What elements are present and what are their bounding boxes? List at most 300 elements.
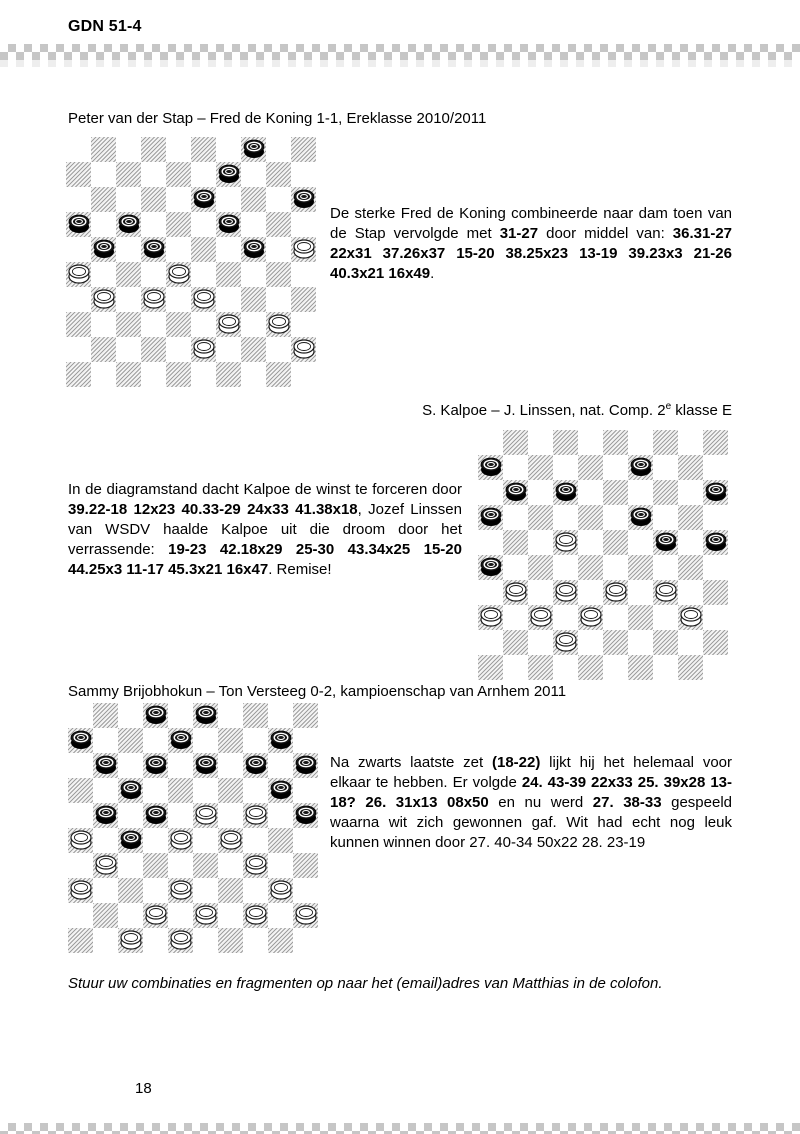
board-square-light [628,430,653,455]
text-run: , Jozef Linssen van WSDV haalde Kalpoe uit die droom door het verrassende: [68,501,462,558]
white-man-piece [70,880,92,900]
board-square-dark [191,237,216,262]
game-commentary-stap-koning [330,204,732,284]
board-square-light [243,828,268,853]
board-square-light [653,505,678,530]
board-square-light [703,655,728,680]
board-square-dark [118,778,143,803]
board-square-light [118,753,143,778]
board-square-dark [218,778,243,803]
board-square-dark [628,655,653,680]
white-man-piece [143,289,165,309]
board-square-dark [116,162,141,187]
board-square-dark [241,237,266,262]
board-square-dark [603,580,628,605]
page-number: 18 [135,1080,152,1097]
black-man-piece [630,507,652,527]
board-square-dark [578,655,603,680]
board-square-dark [578,555,603,580]
board-square-light [143,728,168,753]
board-square-dark [141,287,166,312]
board-square-light [268,903,293,928]
black-man-piece [480,557,502,577]
black-man-piece [195,705,217,725]
board-square-dark [218,828,243,853]
board-square-light [603,505,628,530]
board-square-dark [553,430,578,455]
black-man-piece [243,239,265,259]
board-square-dark [91,137,116,162]
board-square-light [628,480,653,505]
board-square-light [191,312,216,337]
text-run: De sterke Fred de Koning combineerde naar dam toen van de Stap vervolgde met [330,205,732,242]
board-square-light [166,187,191,212]
board-square-dark [628,605,653,630]
board-square-light [241,162,266,187]
board-square-light [703,455,728,480]
white-man-piece [680,607,702,627]
board-square-light [166,287,191,312]
top-checker-border [0,44,800,60]
board-square-dark [243,853,268,878]
white-man-piece [655,582,677,602]
board-square-dark [653,580,678,605]
board-square-dark [68,728,93,753]
board-square-dark [141,187,166,212]
board-square-light [266,287,291,312]
board-square-light [193,728,218,753]
board-square-light [243,928,268,953]
text-run: S. Kalpoe – J. Linssen, nat. Comp. 2 [422,402,666,419]
white-man-piece [555,532,577,552]
board-square-dark [218,928,243,953]
white-man-piece [270,880,292,900]
board-square-light [191,162,216,187]
board-square-light [293,928,318,953]
board-square-dark [193,903,218,928]
board-square-light [268,853,293,878]
board-square-dark [241,337,266,362]
board-square-light [91,262,116,287]
board-square-light [193,928,218,953]
board-square-dark [293,853,318,878]
white-man-piece [605,582,627,602]
board-square-light [216,287,241,312]
board-square-dark [268,728,293,753]
black-man-piece [555,482,577,502]
white-man-piece [505,582,527,602]
board-square-dark [268,878,293,903]
board-square-dark [628,555,653,580]
board-square-light [266,237,291,262]
board-square-dark [193,753,218,778]
board-square-light [143,878,168,903]
white-man-piece [70,830,92,850]
bottom-checker-border [0,1123,800,1134]
page-header-title: GDN 51-4 [68,18,142,35]
board-square-dark [503,430,528,455]
board-square-dark [193,803,218,828]
board-square-light [293,778,318,803]
white-man-piece [95,855,117,875]
text-run: In de diagramstand dacht Kalpoe de winst te forceren door [68,481,462,498]
board-square-dark [116,212,141,237]
board-square-dark [93,853,118,878]
board-square-light [503,505,528,530]
board-square-light [291,362,316,387]
board-square-light [528,430,553,455]
black-man-piece [95,805,117,825]
white-man-piece [480,607,502,627]
black-man-piece [270,730,292,750]
text-run: door middel van: [538,225,673,242]
board-square-dark [266,312,291,337]
board-square-dark [266,262,291,287]
board-square-light [243,728,268,753]
board-square-light [291,262,316,287]
board-square-dark [66,362,91,387]
board-square-dark [241,287,266,312]
game-commentary-kalpoe-linssen [68,480,462,580]
board-square-dark [191,187,216,212]
board-square-light [118,903,143,928]
board-square-light [168,853,193,878]
board-square-light [291,312,316,337]
board-square-light [678,430,703,455]
black-man-piece [480,507,502,527]
board-square-dark [703,530,728,555]
board-square-light [578,630,603,655]
board-square-light [293,878,318,903]
board-square-light [678,630,703,655]
board-square-light [578,430,603,455]
board-square-light [553,605,578,630]
board-square-dark [268,828,293,853]
board-square-dark [93,753,118,778]
board-square-dark [553,480,578,505]
board-square-light [503,605,528,630]
board-square-dark [478,655,503,680]
board-square-light [116,337,141,362]
board-square-dark [243,903,268,928]
board-square-dark [143,703,168,728]
board-square-dark [578,605,603,630]
board-square-light [93,728,118,753]
board-square-light [68,903,93,928]
board-square-light [91,162,116,187]
board-square-dark [628,505,653,530]
board-square-dark [68,878,93,903]
black-man-piece [193,189,215,209]
black-man-piece [630,457,652,477]
board-square-dark [678,455,703,480]
white-man-piece [555,632,577,652]
board-square-dark [678,505,703,530]
board-square-dark [603,630,628,655]
board-square-dark [678,605,703,630]
board-square-light [266,137,291,162]
board-square-dark [293,803,318,828]
board-square-light [191,362,216,387]
board-square-dark [528,455,553,480]
board-square-dark [143,903,168,928]
board-square-dark [478,555,503,580]
white-man-piece [68,264,90,284]
white-man-piece [245,855,267,875]
board-square-light [553,655,578,680]
board-square-light [478,530,503,555]
white-man-piece [193,339,215,359]
board-square-dark [116,312,141,337]
board-square-dark [603,530,628,555]
board-square-dark [243,703,268,728]
white-man-piece [555,582,577,602]
white-man-piece [530,607,552,627]
board-square-light [266,337,291,362]
board-square-dark [91,287,116,312]
board-square-dark [241,187,266,212]
board-square-dark [503,480,528,505]
board-square-light [241,312,266,337]
board-square-dark [118,878,143,903]
board-square-dark [553,630,578,655]
board-square-light [628,630,653,655]
board-square-dark [218,878,243,903]
text-run: . [430,265,435,282]
white-man-piece [580,607,602,627]
section-title-brijobhokun-versteeg [68,682,732,701]
board-square-light [293,728,318,753]
board-square-dark [478,505,503,530]
board-square-dark [141,337,166,362]
board-square-light [578,580,603,605]
black-man-piece [705,532,727,552]
board-square-light [191,212,216,237]
board-square-light [191,262,216,287]
board-square-light [553,505,578,530]
board-square-light [141,312,166,337]
board-square-light [66,287,91,312]
board-square-light [216,187,241,212]
board-square-light [628,580,653,605]
board-square-light [478,430,503,455]
board-square-dark [293,903,318,928]
board-square-light [93,828,118,853]
bold-move-notation: 39.22-18 12x23 40.33-29 24x33 41.38x18 [68,501,358,518]
board-square-light [166,337,191,362]
board-square-dark [653,630,678,655]
board-square-light [68,753,93,778]
black-man-piece [705,482,727,502]
board-square-light [578,530,603,555]
board-square-dark [143,753,168,778]
board-square-light [193,828,218,853]
board-square-dark [291,287,316,312]
board-square-light [528,580,553,605]
board-square-light [193,878,218,903]
board-square-light [218,853,243,878]
board-square-light [243,778,268,803]
board-square-light [241,262,266,287]
board-square-dark [193,853,218,878]
black-man-piece [218,164,240,184]
white-man-piece [293,339,315,359]
board-square-dark [528,555,553,580]
board-square-dark [703,580,728,605]
board-square-dark [66,162,91,187]
board-square-dark [293,753,318,778]
board-square-light [93,878,118,903]
board-square-dark [703,630,728,655]
board-square-light [216,137,241,162]
board-square-light [141,262,166,287]
board-square-light [268,803,293,828]
board-square-dark [168,878,193,903]
black-man-piece [145,805,167,825]
board-square-dark [528,655,553,680]
black-man-piece [120,830,142,850]
board-square-dark [578,455,603,480]
board-square-light [66,337,91,362]
board-square-light [66,187,91,212]
board-square-dark [266,162,291,187]
board-square-dark [243,803,268,828]
board-square-light [553,455,578,480]
board-square-light [118,853,143,878]
black-man-piece [95,755,117,775]
board-square-light [503,555,528,580]
board-square-dark [478,455,503,480]
board-square-light [241,212,266,237]
black-man-piece [68,214,90,234]
board-square-light [143,828,168,853]
board-square-light [216,237,241,262]
black-man-piece [293,189,315,209]
bold-move-notation: 19-23 42.18x29 25-30 43.34x25 15-20 44.25x3 11-17 45.3x21 16x47 [68,541,462,578]
board-square-dark [116,262,141,287]
board-square-dark [528,605,553,630]
board-square-dark [93,903,118,928]
board-square-dark [191,137,216,162]
board-square-dark [191,287,216,312]
board-square-dark [168,728,193,753]
board-square-dark [553,530,578,555]
board-square-light [653,455,678,480]
board-square-light [91,212,116,237]
board-square-dark [653,480,678,505]
black-man-piece [195,755,217,775]
black-man-piece [505,482,527,502]
board-square-dark [703,480,728,505]
board-square-dark [166,162,191,187]
board-square-light [293,828,318,853]
draughts-board-stap-koning [66,137,316,387]
board-square-dark [703,430,728,455]
board-square-light [68,803,93,828]
board-square-light [243,878,268,903]
black-man-piece [480,457,502,477]
board-square-light [141,212,166,237]
board-square-dark [553,580,578,605]
board-square-light [528,530,553,555]
top-checker-border-faint [0,60,800,67]
board-square-dark [603,430,628,455]
board-square-dark [291,237,316,262]
board-square-dark [191,337,216,362]
board-square-dark [291,337,316,362]
board-square-dark [528,505,553,530]
board-square-dark [216,312,241,337]
board-square-light [93,778,118,803]
board-square-dark [678,555,703,580]
board-square-light [268,753,293,778]
black-man-piece [70,730,92,750]
board-square-light [118,803,143,828]
board-square-dark [291,137,316,162]
superscript-text: e [665,401,672,412]
board-square-dark [93,803,118,828]
board-square-light [218,903,243,928]
board-square-light [166,137,191,162]
board-square-dark [168,928,193,953]
white-man-piece [193,289,215,309]
board-square-light [91,312,116,337]
draughts-board-kalpoe-linssen [478,430,728,680]
board-square-light [118,703,143,728]
board-square-dark [653,530,678,555]
board-square-dark [141,137,166,162]
white-man-piece [120,930,142,950]
board-square-dark [216,262,241,287]
board-square-light [141,162,166,187]
board-square-dark [216,362,241,387]
bold-move-notation: 24. 43-39 22x33 25. 39x28 13-18? 26. 31x13 08x50 [330,774,733,811]
board-square-light [703,605,728,630]
board-square-dark [243,753,268,778]
text-run: en nu werd [488,794,593,811]
board-square-light [678,480,703,505]
board-square-light [68,853,93,878]
board-square-dark [91,237,116,262]
board-square-light [268,703,293,728]
board-square-dark [503,530,528,555]
black-man-piece [143,239,165,259]
board-square-light [266,187,291,212]
board-square-dark [166,262,191,287]
white-man-piece [245,805,267,825]
board-square-light [66,237,91,262]
board-square-light [218,703,243,728]
text-run: Peter van der Stap – Fred de Koning 1-1, Ereklasse 2010/2011 [68,110,487,127]
white-man-piece [168,264,190,284]
board-square-dark [268,928,293,953]
board-square-light [166,237,191,262]
board-square-light [116,237,141,262]
board-square-light [93,928,118,953]
bold-move-notation: (18-22) [491,754,541,771]
text-run: Na zwarts laatste zet [330,754,492,771]
board-square-dark [91,187,116,212]
draughts-board-brijobhokun-versteeg [68,703,318,953]
white-man-piece [170,930,192,950]
white-man-piece [195,905,217,925]
board-square-light [116,187,141,212]
white-man-piece [145,905,167,925]
text-run: . Remise! [268,561,332,578]
board-square-dark [653,430,678,455]
board-square-dark [118,928,143,953]
white-man-piece [220,830,242,850]
